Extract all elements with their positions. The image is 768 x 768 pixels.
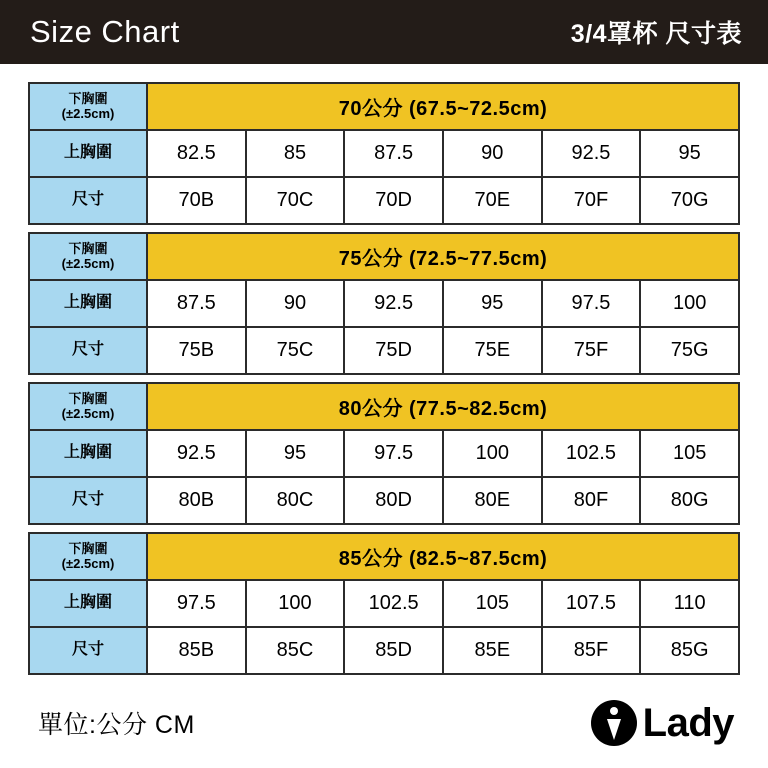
page-header xyxy=(0,0,768,64)
size-value: 85C xyxy=(246,627,345,674)
overbust-value: 102.5 xyxy=(542,430,641,477)
row-label-underbust-tolerance: (±2.5cm) xyxy=(61,405,115,421)
group-header-cell: 75公分 (72.5~77.5cm) xyxy=(147,233,739,280)
overbust-value: 102.5 xyxy=(344,580,443,627)
overbust-value: 95 xyxy=(640,130,739,177)
size-chart-body xyxy=(29,83,739,674)
table-group-spacer xyxy=(29,524,739,533)
overbust-value: 105 xyxy=(443,580,542,627)
page-title: Size Chart xyxy=(30,14,180,49)
table-row-size xyxy=(29,327,739,374)
lady-logo-icon xyxy=(591,700,637,746)
row-label-overbust: 上胸圍 xyxy=(29,580,147,627)
row-label-underbust xyxy=(29,83,147,130)
row-label-size: 尺寸 xyxy=(29,327,147,374)
size-value: 70D xyxy=(344,177,443,224)
overbust-value: 100 xyxy=(246,580,345,627)
size-value: 80E xyxy=(443,477,542,524)
group-header-cell: 80公分 (77.5~82.5cm) xyxy=(147,383,739,430)
row-label-overbust: 上胸圍 xyxy=(29,130,147,177)
overbust-value: 97.5 xyxy=(344,430,443,477)
size-value: 75F xyxy=(542,327,641,374)
size-value: 85B xyxy=(147,627,246,674)
row-label-overbust: 上胸圍 xyxy=(29,280,147,327)
overbust-value: 92.5 xyxy=(542,130,641,177)
table-row-size xyxy=(29,627,739,674)
overbust-value: 105 xyxy=(640,430,739,477)
size-value: 75D xyxy=(344,327,443,374)
table-row-overbust xyxy=(29,580,739,627)
row-label-underbust-text: 下胸圍 xyxy=(68,90,108,106)
row-label-underbust-tolerance: (±2.5cm) xyxy=(61,105,115,121)
table-row-size xyxy=(29,477,739,524)
overbust-value: 90 xyxy=(246,280,345,327)
overbust-value: 107.5 xyxy=(542,580,641,627)
group-header-cell: 70公分 (67.5~72.5cm) xyxy=(147,83,739,130)
overbust-value: 87.5 xyxy=(147,280,246,327)
size-chart-table-wrap xyxy=(28,82,740,675)
page-footer xyxy=(0,686,768,768)
overbust-value: 100 xyxy=(640,280,739,327)
size-chart-table xyxy=(28,82,740,675)
size-value: 85E xyxy=(443,627,542,674)
size-value: 80C xyxy=(246,477,345,524)
size-value: 80F xyxy=(542,477,641,524)
size-value: 70F xyxy=(542,177,641,224)
table-row-size xyxy=(29,177,739,224)
table-row-overbust xyxy=(29,130,739,177)
size-value: 70G xyxy=(640,177,739,224)
size-value: 85F xyxy=(542,627,641,674)
overbust-value: 85 xyxy=(246,130,345,177)
table-row-overbust xyxy=(29,280,739,327)
overbust-value: 95 xyxy=(246,430,345,477)
brand-logo xyxy=(591,700,734,746)
size-value: 85G xyxy=(640,627,739,674)
unit-note: 單位:公分 CM xyxy=(38,711,195,739)
overbust-value: 92.5 xyxy=(344,280,443,327)
group-header-cell: 85公分 (82.5~87.5cm) xyxy=(147,533,739,580)
row-label-underbust-text: 下胸圍 xyxy=(68,240,108,256)
row-label-underbust-tolerance: (±2.5cm) xyxy=(61,555,115,571)
row-label-underbust-tolerance: (±2.5cm) xyxy=(61,255,115,271)
row-label-size: 尺寸 xyxy=(29,477,147,524)
overbust-value: 90 xyxy=(443,130,542,177)
table-row-group-header xyxy=(29,533,739,580)
row-label-underbust-text: 下胸圍 xyxy=(68,540,108,556)
table-row-overbust xyxy=(29,430,739,477)
size-value: 75C xyxy=(246,327,345,374)
table-row-group-header xyxy=(29,233,739,280)
table-group-spacer xyxy=(29,224,739,233)
size-value: 75G xyxy=(640,327,739,374)
size-value: 80G xyxy=(640,477,739,524)
size-value: 70C xyxy=(246,177,345,224)
table-row-group-header xyxy=(29,383,739,430)
page-subtitle: 3/4罩杯 尺寸表 xyxy=(570,20,742,48)
size-value: 75B xyxy=(147,327,246,374)
row-label-size: 尺寸 xyxy=(29,627,147,674)
row-label-underbust xyxy=(29,233,147,280)
brand-name: Lady xyxy=(642,700,734,745)
size-value: 85D xyxy=(344,627,443,674)
overbust-value: 97.5 xyxy=(147,580,246,627)
size-value: 70E xyxy=(443,177,542,224)
overbust-value: 95 xyxy=(443,280,542,327)
table-group-spacer xyxy=(29,374,739,383)
row-label-overbust: 上胸圍 xyxy=(29,430,147,477)
overbust-value: 82.5 xyxy=(147,130,246,177)
size-value: 80B xyxy=(147,477,246,524)
size-value: 70B xyxy=(147,177,246,224)
overbust-value: 92.5 xyxy=(147,430,246,477)
overbust-value: 110 xyxy=(640,580,739,627)
row-label-underbust xyxy=(29,533,147,580)
row-label-underbust-text: 下胸圍 xyxy=(68,390,108,406)
overbust-value: 87.5 xyxy=(344,130,443,177)
row-label-size: 尺寸 xyxy=(29,177,147,224)
table-row-group-header xyxy=(29,83,739,130)
size-value: 75E xyxy=(443,327,542,374)
overbust-value: 97.5 xyxy=(542,280,641,327)
size-value: 80D xyxy=(344,477,443,524)
overbust-value: 100 xyxy=(443,430,542,477)
row-label-underbust xyxy=(29,383,147,430)
